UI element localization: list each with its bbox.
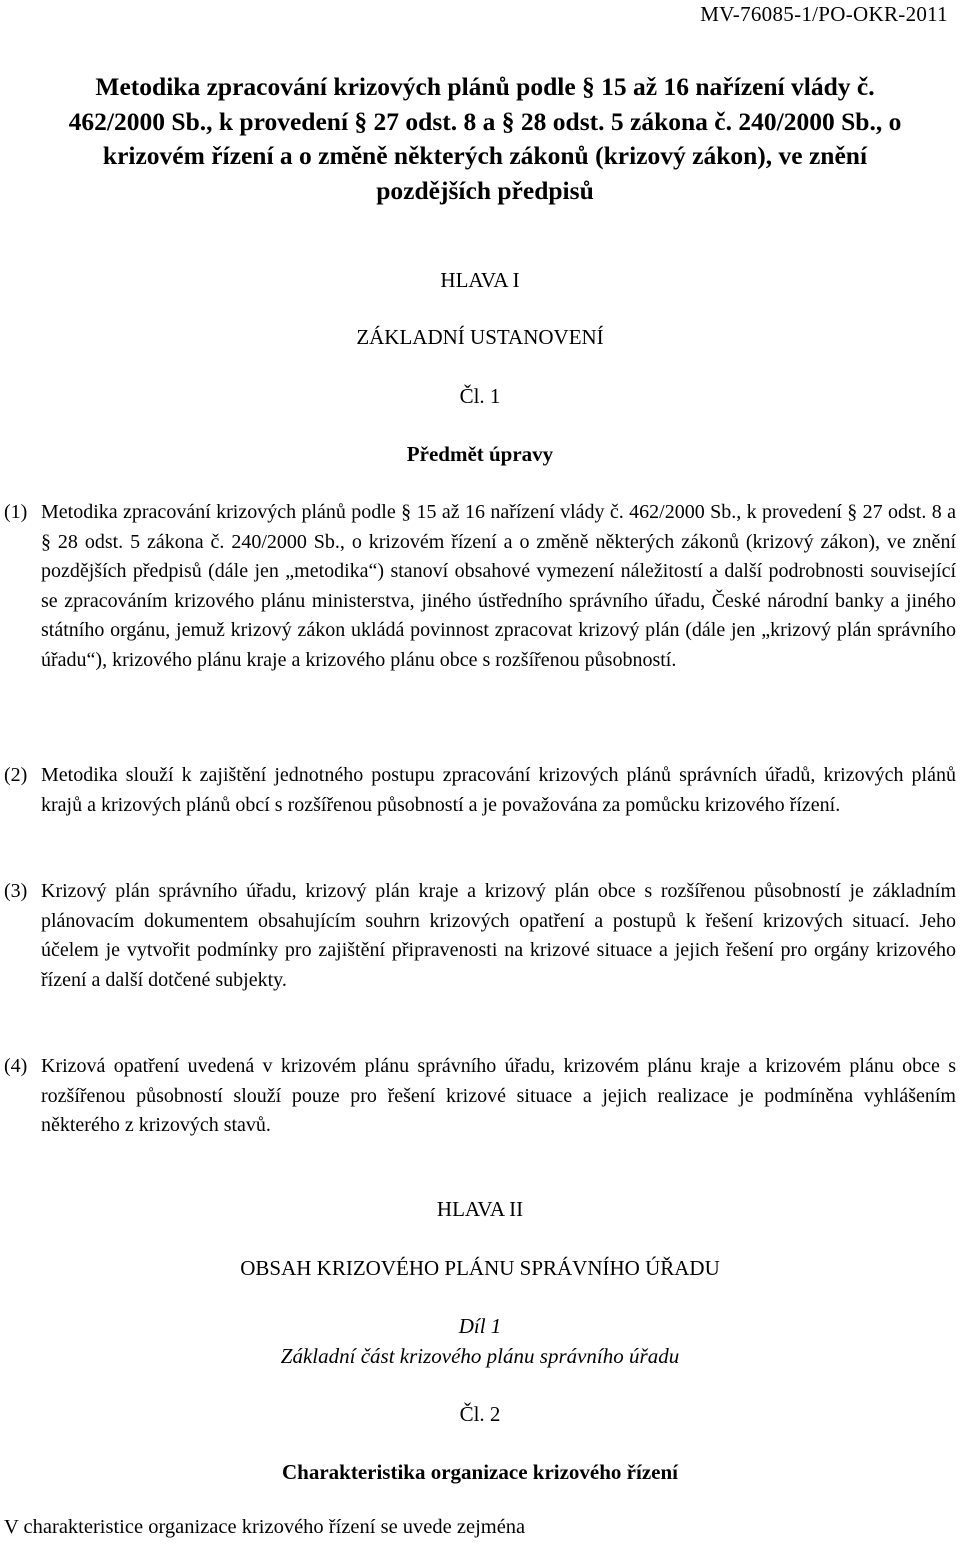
paragraph-number: (4) (4, 1055, 28, 1077)
paragraph-2 (4, 761, 956, 820)
chapter-title: ZÁKLADNÍ USTANOVENÍ (356, 325, 604, 349)
article-label: Čl. 2 (459, 1402, 501, 1426)
article-title: Charakteristika organizace krizového řízení (281, 1460, 678, 1484)
chapter-title: OBSAH KRIZOVÉHO PLÁNU SPRÁVNÍHO ÚŘADU (240, 1256, 720, 1280)
paragraph-text: Metodika zpracování krizových plánů podle § 15 až 16 nařízení vlády č. 462/2000 Sb., k provedení § 27 odst. 8 a § 28 odst. 5 zákona č. 240/2000 Sb., o krizovém řízení a o změně některých zákonů (krizový zákon), ve znění pozdějších předpisů (dále jen „metodika“) stanoví obsahové vymezení náležitostí a další podrobnosti související se zpracováním krizového plánu ministerstva, jiného ústředního správního úřadu, České národní banky a jiného státního orgánu, jemuž krizový zákon ukládá povinnost zpracovat krizový plán (dále jen „krizový plán správního úřadu“), krizového plánu kraje a krizového plánu obce s rozšířenou působností. (41, 501, 956, 671)
paragraph-number: (3) (4, 880, 28, 902)
paragraph-3 (4, 877, 956, 995)
chapter-heading: HLAVA I (440, 268, 520, 292)
paragraph-text: Krizový plán správního úřadu, krizový plán kraje a krizový plán obce s rozšířenou působností je základním plánovacím dokumentem obsahujícím souhrn krizových opatření a postupů k řešení krizových situací. Jeho účelem je vytvořit podmínky pro zajištění připravenosti na krizové situace a jejich řešení pro orgány krizového řízení a další dotčené subjekty. (41, 880, 956, 991)
part-label: Díl 1 (458, 1314, 502, 1338)
document-title: Metodika zpracování krizových plánů podle § 15 až 16 nařízení vlády č. 462/2000 Sb., k provedení § 27 odst. 8 a § 28 odst. 5 zákona č. 240/2000 Sb., o krizovém řízení a o změně některých zákonů (krizový zákon), ve znění pozdějších předpisů (68, 72, 902, 205)
paragraph-1 (4, 498, 956, 675)
document-reference: MV-76085-1/PO-OKR-2011 (700, 2, 948, 26)
paragraph-number: (2) (4, 764, 28, 786)
body-text: V charakteristice organizace krizového řízení se uvede zejména (4, 1516, 526, 1538)
article-label: Čl. 1 (459, 384, 501, 408)
paragraph-4 (4, 1052, 956, 1141)
article-title: Předmět úpravy (406, 442, 554, 466)
part-title: Základní část krizového plánu správního úřadu (280, 1344, 680, 1368)
chapter-heading: HLAVA II (436, 1197, 524, 1221)
paragraph-text: Metodika slouží k zajištění jednotného postupu zpracování krizových plánů správních úřadů, krizových plánů krajů a krizových plánů obcí s rozšířenou působností a je považována za pomůcku krizového řízení. (41, 764, 956, 816)
paragraph-text: Krizová opatření uvedená v krizovém plánu správního úřadu, krizovém plánu kraje a krizovém plánu obce s rozšířenou působností slouží pouze pro řešení krizové situace a jejich realizace je podmíněna vyhlášením některého z krizových stavů. (41, 1055, 956, 1136)
paragraph-number: (1) (4, 501, 28, 523)
